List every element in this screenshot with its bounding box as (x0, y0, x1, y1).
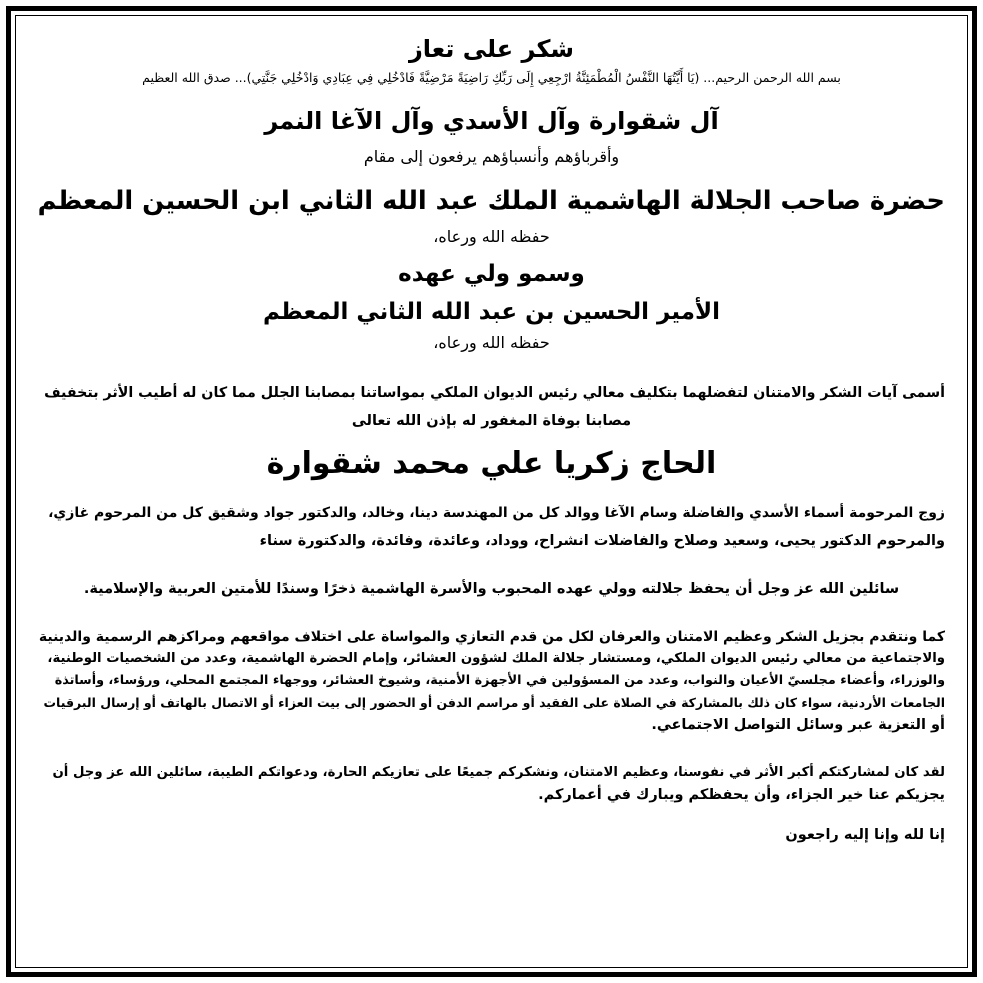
gratitude-line: الجامعات الأردنية، سواء كان ذلك بالمشاركة في الصلاة على الفقيد أو مراسم الدفن أو الحضور إلى بيت العزاء أو الاتصال بالهاتف أو إرسال البرقيات (43, 695, 945, 710)
notice-title: شكر على تعاز (408, 35, 575, 63)
closing-line: لقد كان لمشاركتكم أكبر الأثر في نفوسنا، وعظيم الامتنان، ونشكركم جميعًا على تعازيكم الحارة، ودعواتكم الطيبة، سائلين الله عز وجل أن (52, 765, 945, 780)
family-relations-line: والمرحوم الدكتور يحيى، وسعيد وصلاح والفاضلات انشراح، ووداد، وعائدة، وفائدة، والدكتورة سناء (259, 533, 945, 549)
king-blessing: حفظه الله ورعاه، (433, 227, 550, 246)
gratitude-line: أو التعزية عبر وسائل التواصل الاجتماعي. (651, 717, 945, 733)
families-heading: آل شقوارة وآل الأسدي وآل الآغا النمر (264, 107, 719, 135)
family-relations-line: زوج المرحومة أسماء الأسدي والفاضلة وسام الآغا ووالد كل من المهندسة دينا، وخالد، والدكتور جواد وشقيق كل من المرحوم غازي، (48, 505, 945, 521)
prayer-line: سائلين الله عز وجل أن يحفظ جلالته وولي عهده المحبوب والأسرة الهاشمية ذخرًا وسندًا للأمتين العربية والإسلامية. (83, 581, 900, 597)
king-title: حضرة صاحب الجلالة الهاشمية الملك عبد الله الثاني ابن الحسين المعظم (37, 186, 945, 216)
notice-inner-border (15, 15, 968, 968)
notice-frame (6, 6, 977, 977)
relatives-line: وأقرباؤهم وأنسباؤهم يرفعون إلى مقام (363, 147, 620, 166)
gratitude-paragraph (38, 626, 945, 736)
closing-paragraph (38, 762, 945, 806)
closing-line: يجزيكم عنا خير الجزاء، وأن يحفظكم ويبارك في أعماركم. (538, 787, 945, 803)
crown-prince-heading: وسمو ولي عهده (398, 261, 585, 287)
thanks-paragraph-line: أسمى آيات الشكر والامتنان لتفضلهما بتكليف معالي رئيس الديوان الملكي بمواساتنا بمصابنا الجلل مما كان له أطيب الأثر بتخفيف (44, 385, 945, 401)
crown-prince-blessing: حفظه الله ورعاه، (433, 333, 550, 352)
gratitude-line: كما ونتقدم بجزيل الشكر وعظيم الامتنان والعرفان لكل من قدم التعازي والمواساة على اختلاف مواقعهم ومراكزهم الرسمية والدينية (38, 629, 945, 645)
thanks-paragraph-line: مصابنا بوفاة المغفور له بإذن الله تعالى (351, 413, 632, 429)
basmala-verse: بسم الله الرحمن الرحيم... (يَا أَيَّتُهَا النَّفْسُ الْمُطْمَئِنَّةُ ارْجِعِي إِلَى رَبِّكِ رَاضِيَةً مَرْضِيَّةً فَادْخُلِي فِي عِبَادِي وَادْخُلِي جَنَّتِي)... صدق الله العظيم (142, 70, 841, 85)
gratitude-line: والوزراء، وأعضاء مجلسيّ الأعيان والنواب، وعدد من المسؤولين في الأجهزة الأمنية، وشيوخ العشائر، ووجهاء المجتمع المحلي، ورؤساء، وأساتذة (54, 673, 945, 688)
final-verse: إنا لله وإنا إليه راجعون (785, 827, 945, 843)
notice-content (38, 34, 945, 953)
gratitude-line: والاجتماعية من معالي رئيس الديوان الملكي، ومستشار جلالة الملك لشؤون العشائر، وإمام الحضرة الهاشمية، وعدد من الشخصيات الوطنية، (47, 651, 945, 666)
crown-prince-name: الأمير الحسين بن عبد الله الثاني المعظم (263, 299, 720, 325)
deceased-name: الحاج زكريا علي محمد شقوارة (266, 446, 717, 481)
